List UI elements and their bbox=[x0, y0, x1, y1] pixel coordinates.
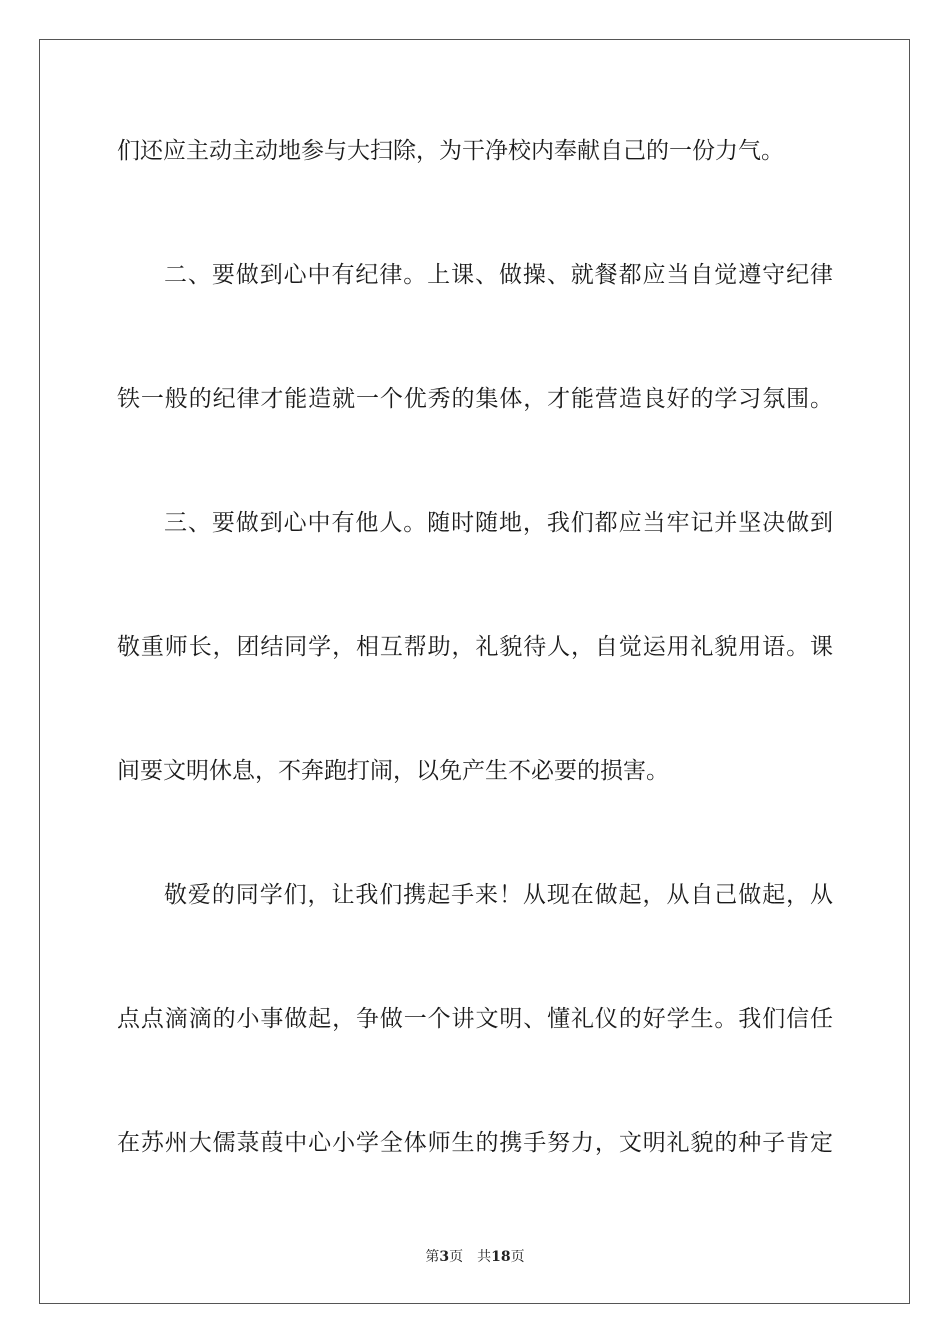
footer-total-prefix: 共 bbox=[477, 1249, 492, 1265]
body-line-6: 间要文明休息，不奔跑打闹，以免产生不必要的损害。 bbox=[117, 758, 669, 784]
page-frame bbox=[39, 39, 910, 1304]
footer-total-unit: 页 bbox=[510, 1249, 525, 1265]
footer-page-unit: 页 bbox=[449, 1249, 464, 1265]
body-line-8: 点点滴滴的小事做起，争做一个讲文明、懂礼仪的好学生。我们信任 bbox=[117, 1006, 833, 1032]
body-line-9: 在苏州大儒菉葭中心小学全体师生的携手努力，文明礼貌的种子肯定 bbox=[117, 1130, 833, 1156]
footer-page-current: 3 bbox=[439, 1249, 450, 1265]
body-line-7: 敬爱的同学们，让我们携起手来！从现在做起，从自己做起，从 bbox=[164, 882, 833, 908]
body-line-4: 三、要做到心中有他人。随时随地，我们都应当牢记并坚决做到 bbox=[164, 510, 833, 536]
page-footer bbox=[0, 1248, 950, 1266]
body-line-2: 二、要做到心中有纪律。上课、做操、就餐都应当自觉遵守纪律 bbox=[164, 262, 833, 288]
body-line-5: 敬重师长，团结同学，相互帮助，礼貌待人，自觉运用礼貌用语。课 bbox=[117, 634, 833, 660]
body-line-3: 铁一般的纪律才能造就一个优秀的集体，才能营造良好的学习氛围。 bbox=[117, 386, 833, 412]
footer-page-total: 18 bbox=[491, 1249, 511, 1265]
body-line-1: 们还应主动主动地参与大扫除，为干净校内奉献自己的一份力气。 bbox=[117, 138, 784, 164]
footer-page-prefix: 第 bbox=[425, 1249, 440, 1265]
